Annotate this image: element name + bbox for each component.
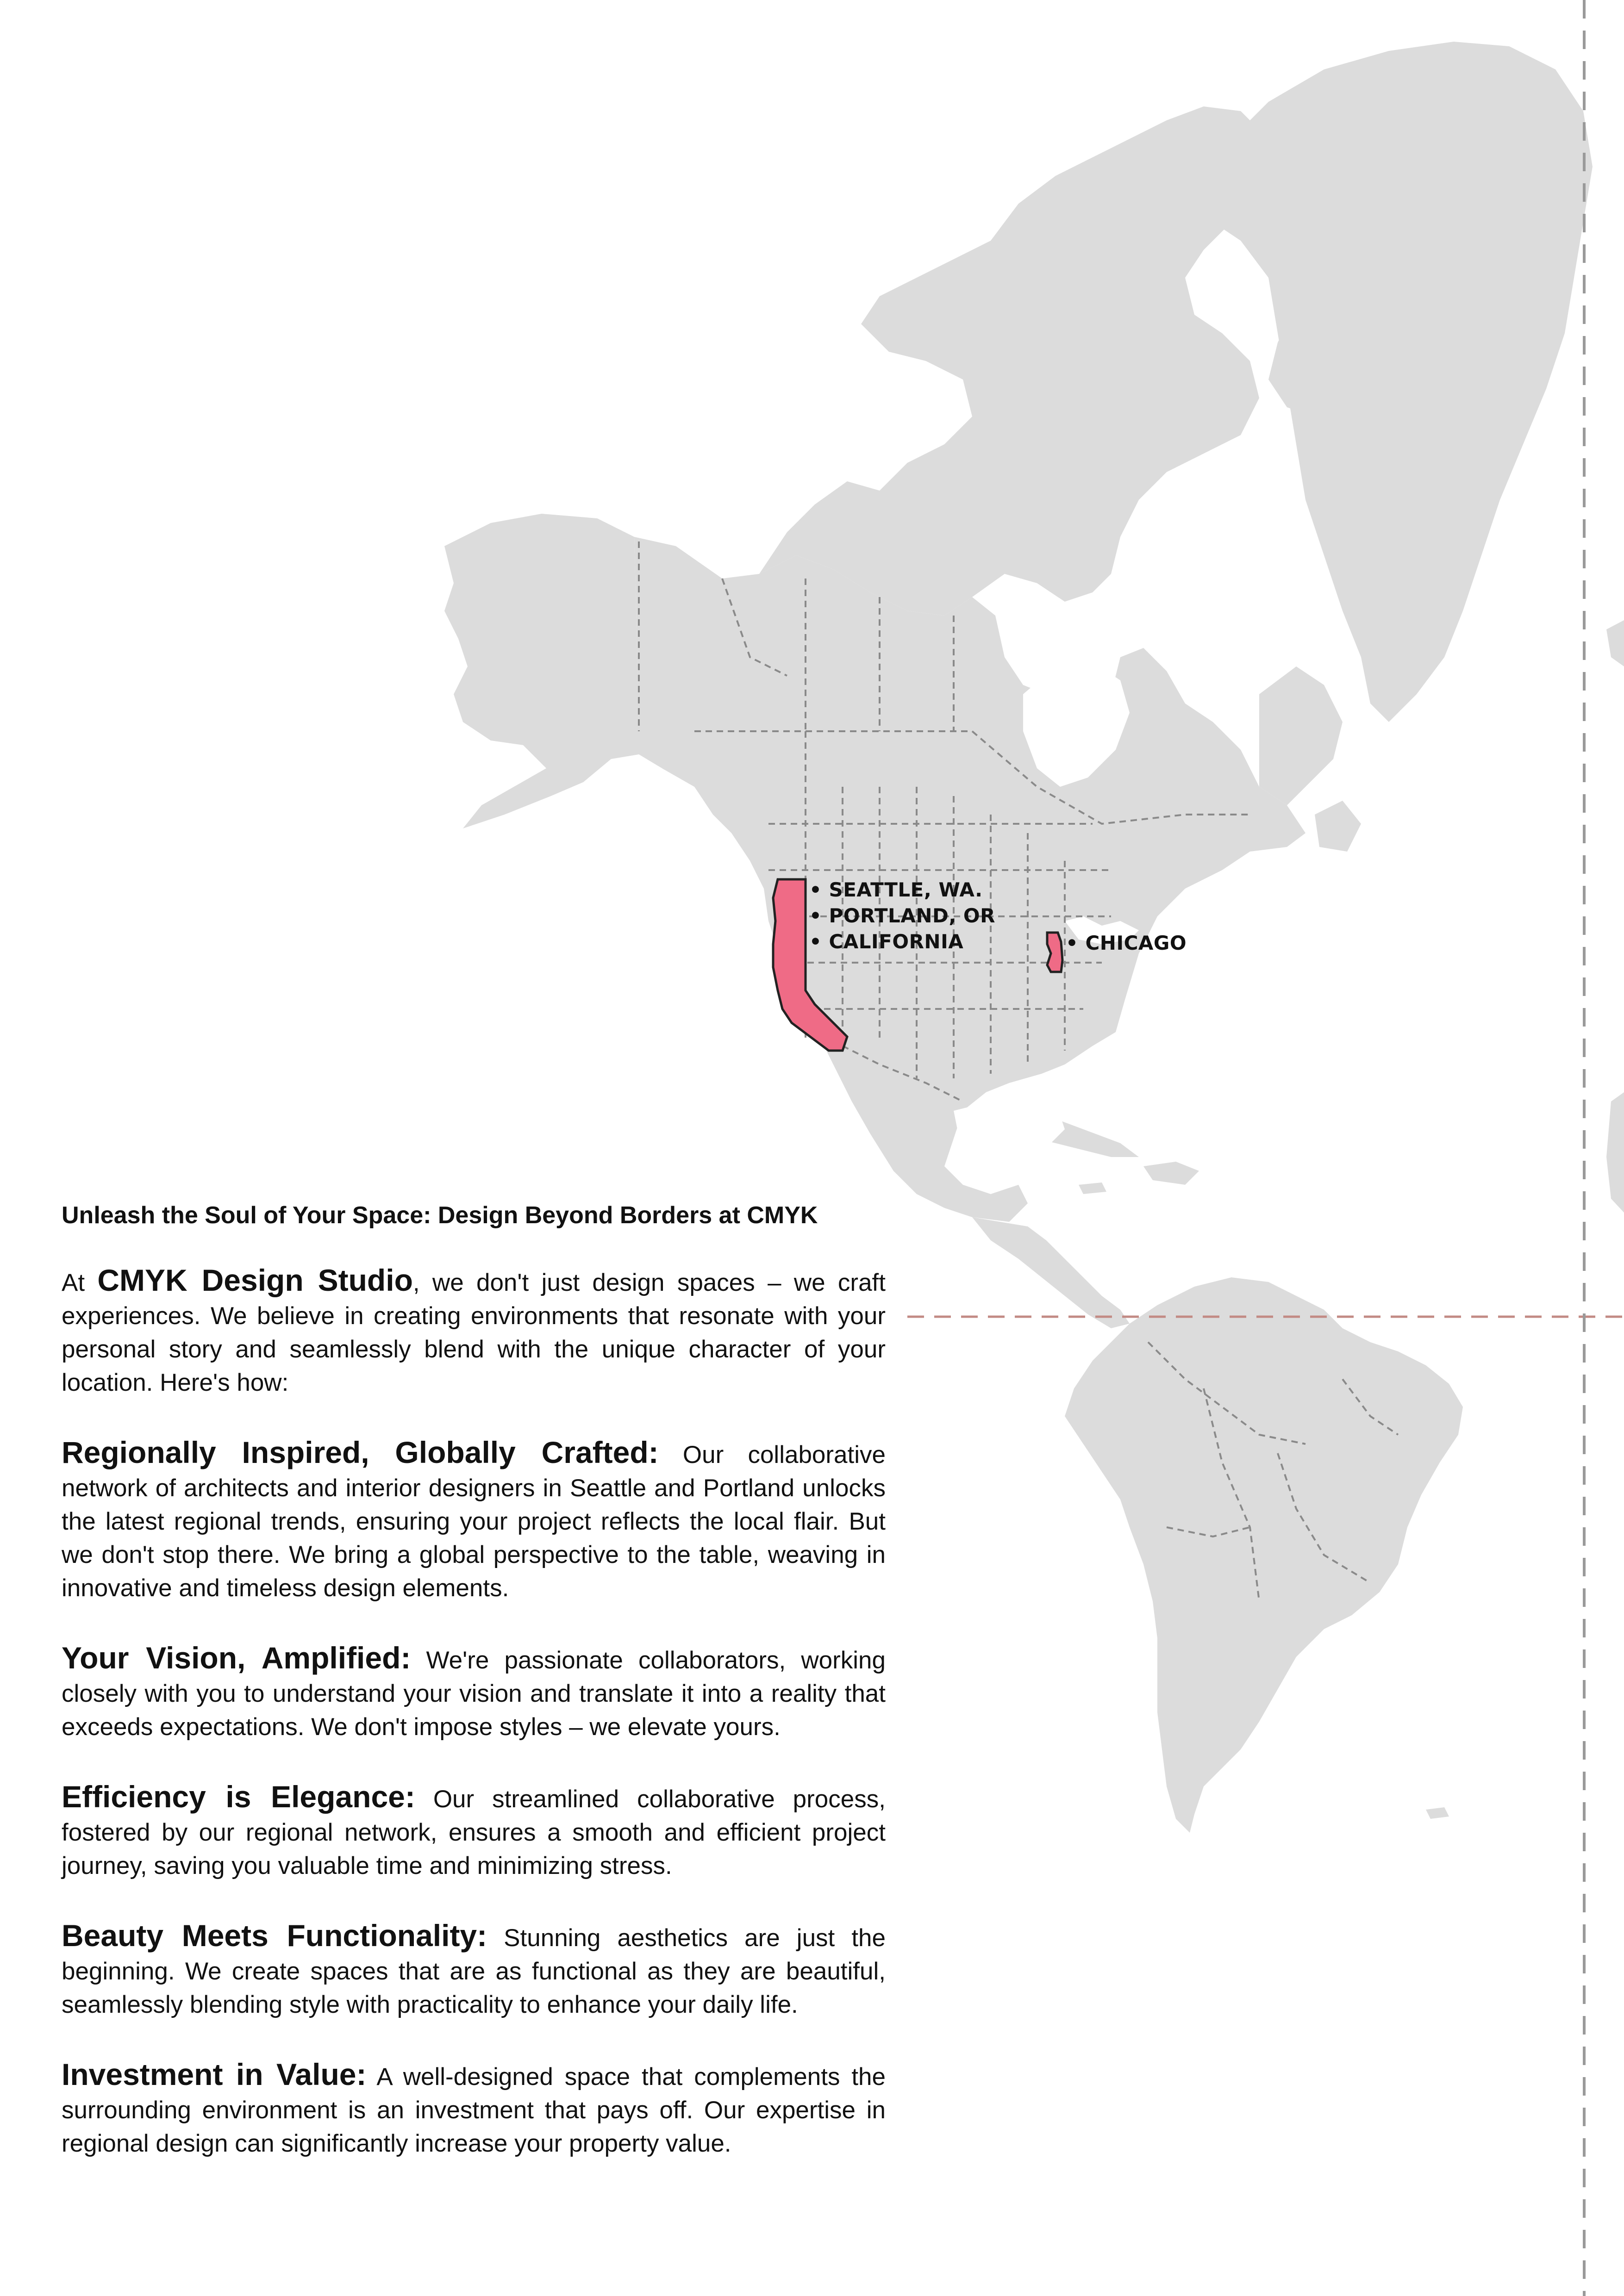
labrador — [1259, 666, 1343, 805]
location-label: • CALIFORNIA — [809, 930, 964, 953]
newfoundland — [1315, 801, 1361, 852]
section-label: Investment in Value: — [62, 2057, 367, 2091]
central-america — [972, 1217, 1130, 1328]
location-label: • SEATTLE, WA. — [809, 878, 983, 901]
chicago-location-list — [1066, 930, 1187, 956]
intro-paragraph — [62, 1263, 886, 1400]
hispaniola — [1143, 1162, 1199, 1185]
section-body: Our collaborative network of architects and interior designers in Seattle and Portland unlocks the latest regional trends, ensuring your project reflects the local flair. But we don't stop there. We bring a global perspective to the table, weaving in innovative and timeless design elements. — [62, 1441, 886, 1602]
location-label: • PORTLAND, OR — [809, 904, 995, 927]
section-body: A well-designed space that complements the surrounding environment is an investment that pays off. Our expertise in regional design can significantly increase your property value. — [62, 2063, 886, 2157]
article-headline: Unleash the Soul of Your Space: Design Beyond Borders at CMYK — [62, 1202, 818, 1229]
section-body: Stunning aesthetics are just the beginning. We create spaces that are as functional as they are beautiful, seamlessly blending style with practicality to enhance your daily life. — [62, 1924, 886, 2018]
section-paragraph — [62, 1436, 886, 1605]
jamaica — [1079, 1182, 1106, 1194]
falklands — [1426, 1807, 1449, 1819]
article-body — [62, 1199, 886, 2196]
section-paragraph — [62, 1780, 886, 1883]
west-africa-edge — [1606, 1092, 1624, 1213]
brand-name: CMYK Design Studio — [97, 1263, 413, 1297]
illinois-highlight — [1047, 933, 1062, 972]
south-america-landmass — [1065, 1277, 1463, 1833]
section-label: Your Vision, Amplified: — [62, 1641, 411, 1675]
section-body: We're passionate collaborators, working closely with you to understand your vision and translate it into a reality that exceeds expectations. We don't impose styles – we elevate yours. — [62, 1647, 886, 1741]
section-paragraph — [62, 1919, 886, 2022]
intro-body: , we don't just design spaces – we craft experiences. We believe in creating environments that resonate with your personal story and seamlessly blend with the unique character of your location. Here's how: — [62, 1269, 886, 1396]
section-paragraph — [62, 2058, 886, 2160]
section-label: Beauty Meets Functionality: — [62, 1918, 487, 1953]
section-label: Efficiency is Elegance: — [62, 1780, 415, 1814]
intro-prefix: At — [62, 1269, 98, 1296]
west-coast-location-list — [809, 877, 995, 955]
location-label: • CHICAGO — [1066, 932, 1187, 954]
section-paragraph — [62, 1641, 886, 1744]
iceland-partial — [1606, 620, 1624, 666]
section-label: Regionally Inspired, Globally Crafted: — [62, 1435, 659, 1469]
section-body: Our streamlined collaborative process, fostered by our regional network, ensures a smooth and efficient project journey, saving you valuable time and minimizing stress. — [62, 1786, 886, 1879]
